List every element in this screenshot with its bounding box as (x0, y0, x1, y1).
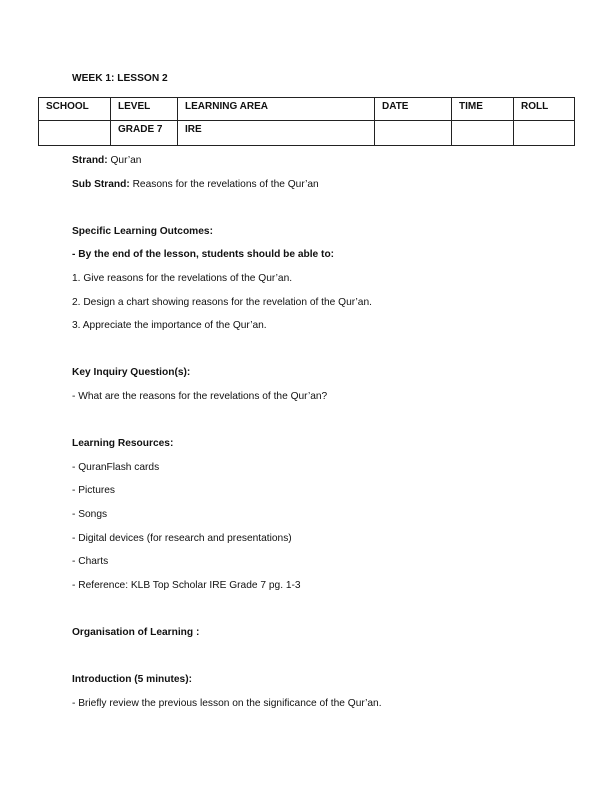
outcome-item: 2. Design a chart showing reasons for the revelation of the Qur’an. (72, 296, 372, 308)
sub-strand-line (72, 178, 552, 202)
strand-value: Qur’an (107, 155, 142, 166)
resource-item: - Pictures (72, 485, 116, 497)
spacer (72, 414, 552, 438)
header-level: LEVEL (111, 98, 178, 121)
inquiry-heading: Key Inquiry Question(s): (72, 367, 191, 379)
lesson-info-table (38, 97, 575, 146)
outcome-item: 1. Give reasons for the revelations of the Qur’an. (72, 272, 293, 284)
strand-label: Strand: (72, 155, 108, 166)
resource-item: - Songs (72, 508, 108, 520)
sub-strand-value: Reasons for the revelations of the Qur’an (129, 178, 319, 190)
resources-heading: Learning Resources: (72, 438, 174, 450)
strand-line (72, 154, 552, 178)
introduction-item: - Briefly review the previous lesson on the significance of the Qur’an. (72, 697, 382, 709)
resource-item: - Reference: KLB Top Scholar IRE Grade 7 pg. 1-3 (72, 579, 301, 591)
outcomes-intro: - By the end of the lesson, students should be able to: (72, 249, 335, 261)
spacer (72, 201, 552, 225)
value-date (375, 121, 452, 146)
sub-strand-label: Sub Strand: (72, 178, 130, 190)
header-date: DATE (375, 98, 452, 121)
spacer (72, 343, 552, 367)
resource-item: - Digital devices (for research and presentations) (72, 532, 292, 544)
spacer (72, 602, 552, 626)
value-time (452, 121, 514, 146)
lesson-content (72, 154, 552, 720)
header-time: TIME (452, 98, 514, 121)
resource-item: - QuranFlash cards (72, 461, 160, 473)
inquiry-item: - What are the reasons for the revelations of the Qur’an? (72, 390, 328, 402)
header-school: SCHOOL (39, 98, 111, 121)
header-roll: ROLL (514, 98, 575, 121)
outcome-item: 3. Appreciate the importance of the Qur’an. (72, 320, 267, 332)
organisation-heading: Organisation of Learning : (72, 626, 200, 638)
spacer (72, 649, 552, 673)
header-learning-area: LEARNING AREA (178, 98, 375, 121)
value-school (39, 121, 111, 146)
value-learning-area: IRE (178, 121, 375, 146)
value-level: GRADE 7 (111, 121, 178, 146)
table-value-row (39, 121, 575, 146)
resource-item: - Charts (72, 556, 109, 568)
table-header-row (39, 98, 575, 121)
outcomes-heading: Specific Learning Outcomes: (72, 225, 213, 237)
lesson-title: WEEK 1: LESSON 2 (72, 73, 168, 84)
introduction-heading: Introduction (5 minutes): (72, 674, 192, 686)
value-roll (514, 121, 575, 146)
